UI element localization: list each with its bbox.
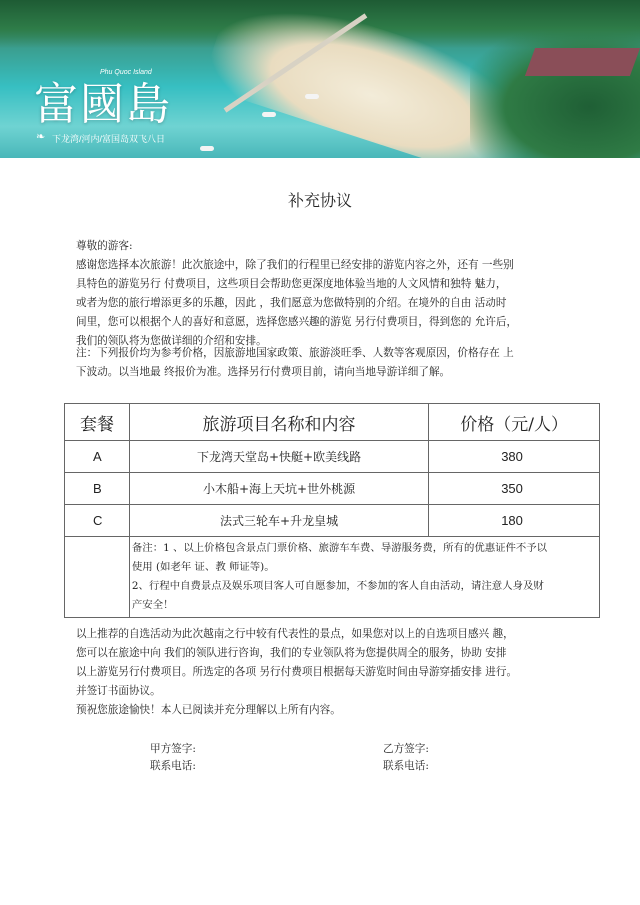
party-b-sign-label: 乙方签字: <box>383 743 429 755</box>
party-b-signature <box>383 741 429 775</box>
leaf-icon: ❧ <box>36 130 46 143</box>
party-a-signature <box>150 741 196 775</box>
banner-subtitle-en: Phu Quoc Island <box>100 69 152 76</box>
note-line: 下波动。以当地最 终报价为准。选择另行付费项目前，请向当地导游详细了解。 <box>76 366 451 378</box>
remarks-cell <box>129 537 599 618</box>
header-item-name: 旅游项目名称和内容 <box>129 404 428 441</box>
table-row <box>65 505 600 537</box>
intro-line: 间里，您可以根据个人的喜好和意愿，选择您感兴趣的游览 另行付费项目，得到您的 允许后， <box>76 316 518 328</box>
remark-line: 备注：1 、以上价格包含景点门票价格、旅游车车费、导游服务费，所有的优惠证件不予以 <box>131 542 548 554</box>
remark-line: 产安全！ <box>131 599 174 611</box>
boat-icon <box>200 146 214 151</box>
party-a-phone-label: 联系电话: <box>150 760 196 772</box>
package-price: 350 <box>429 473 600 505</box>
closing-line: 以上推荐的自选活动为此次越南之行中较有代表性的景点，如果您对以上的自选项目感兴 趣， <box>76 628 514 640</box>
remark-line: 使用 (如老年 证、教 师证等)。 <box>131 561 275 573</box>
intro-line: 或者为您的旅行增添更多的乐趣，因此 ，我们愿意为您做特别的介绍。在境外的自由 活动时 <box>76 297 507 309</box>
document-title: 补充协议 <box>287 191 352 210</box>
header-banner <box>0 0 640 158</box>
closing-line: 并签订书面协议。 <box>76 685 161 697</box>
closing-line: 以上游览另行付费项目。所选定的各项 另行付费项目根据每天游览时间由导游穿插安排 进行。 <box>76 666 518 678</box>
resort-roof-image <box>525 48 640 76</box>
package-code: A <box>65 441 130 473</box>
package-table <box>64 403 600 618</box>
banner-title: 富國島 <box>34 79 172 130</box>
remark-line: 2、行程中自费景点及娱乐项目客人可自愿参加，不参加的客人自由活动，请注意人身及财 <box>131 580 544 592</box>
closing-line: 您可以在旅途中向 我们的领队进行咨询，我们的专业领队将为您提供周全的服务，协助 安排 <box>76 647 507 659</box>
table-header-row <box>65 404 600 441</box>
note-line: 注：下列报价均为参考价格，因旅游地国家政策、旅游淡旺季、人数等客观原因，价格存在 上 <box>76 347 514 359</box>
closing-paragraph <box>76 625 576 720</box>
party-a-sign-label: 甲方签字: <box>150 743 196 755</box>
banner-subtitle: 下龙湾/河内/富国岛双飞八日 <box>52 134 166 144</box>
package-name: 小木船+海上天坑+世外桃源 <box>129 473 428 505</box>
note-paragraph <box>76 344 566 382</box>
boat-icon <box>262 112 276 117</box>
boat-icon <box>305 94 319 99</box>
remarks-empty-cell <box>65 537 130 618</box>
greeting: 尊敬的游客: <box>76 240 133 252</box>
package-code: C <box>65 505 130 537</box>
intro-line: 我们的领队将为您做详细的介绍和安排。 <box>76 335 267 347</box>
table-row <box>65 473 600 505</box>
intro-paragraph <box>76 237 566 351</box>
remarks-row <box>65 537 600 618</box>
closing-line: 预祝您旅途愉快！本人已阅读并充分理解以上所有内容。 <box>76 704 341 716</box>
package-name: 下龙湾天堂岛+快艇+欧美线路 <box>129 441 428 473</box>
intro-line: 具特色的游览另行 付费项目，这些项目会帮助您更深度地体验当地的人文风情和独特 魅力， <box>76 278 507 290</box>
header-price: 价格（元/人） <box>429 404 600 441</box>
package-code: B <box>65 473 130 505</box>
intro-line: 感谢您选择本次旅游！此次旅途中，除了我们的行程里已经安排的游览内容之外，还有 一些别 <box>76 259 514 271</box>
party-b-phone-label: 联系电话: <box>383 760 429 772</box>
table-row <box>65 441 600 473</box>
header-package: 套餐 <box>65 404 130 441</box>
package-price: 380 <box>429 441 600 473</box>
package-price: 180 <box>429 505 600 537</box>
package-name: 法式三轮车+升龙皇城 <box>129 505 428 537</box>
